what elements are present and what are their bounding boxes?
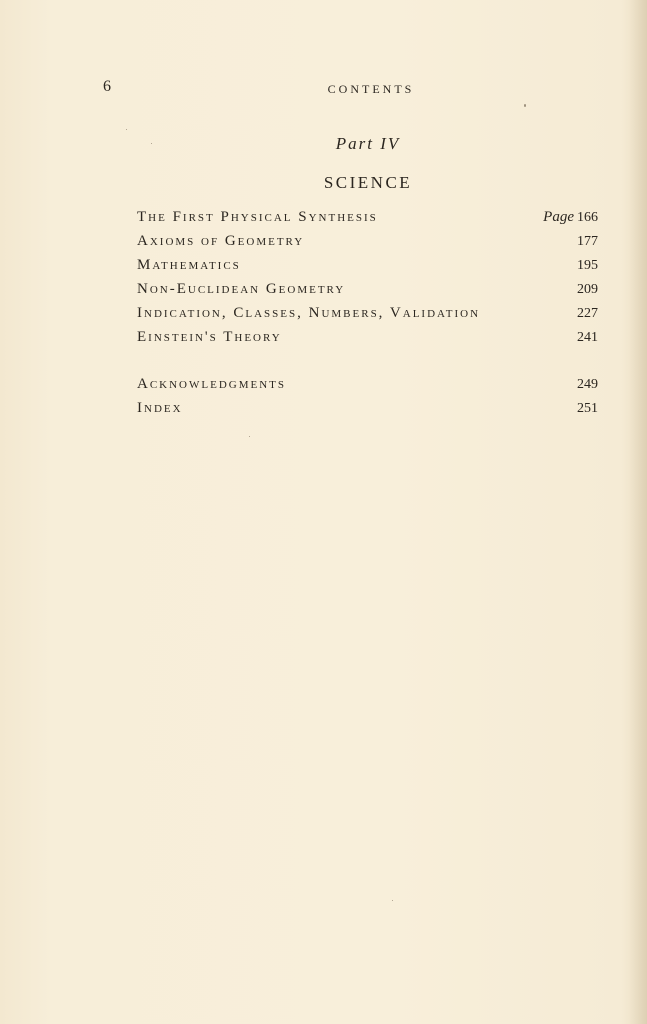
toc-entry — [137, 329, 598, 353]
paper-speck — [126, 129, 127, 130]
toc-entry-title: Indication, Classes, Numbers, Validation — [137, 305, 481, 321]
toc-entry-title: Mathematics — [137, 257, 241, 273]
toc-spacer — [137, 353, 598, 376]
toc-entry-page — [543, 209, 598, 226]
toc-entry-page-number: 251 — [577, 401, 598, 416]
toc-entry-page-number: 227 — [577, 306, 598, 321]
toc-back-matter-entry — [137, 376, 598, 400]
running-head: CONTENTS — [327, 82, 415, 96]
page-prefix: Page — [543, 209, 574, 225]
toc-entry-page-number: 195 — [577, 258, 598, 273]
toc-entry-title: Index — [137, 400, 183, 416]
paper-speck — [249, 436, 250, 437]
toc-entry — [137, 257, 598, 281]
toc-entry — [137, 233, 598, 257]
paper-speck — [392, 900, 393, 901]
toc-entry-title: Acknowledgments — [137, 376, 286, 392]
part-heading: Part IV — [335, 134, 401, 153]
toc-entry-page-number: 241 — [577, 330, 598, 345]
toc-entry — [137, 281, 598, 305]
paper-speck — [151, 143, 152, 144]
toc-entry-page-number: 177 — [577, 234, 598, 249]
page-number: 6 — [103, 78, 112, 95]
toc-entry-page-number: 209 — [577, 282, 598, 297]
toc-entry-title: Axioms of Geometry — [137, 233, 305, 249]
table-of-contents — [137, 209, 598, 424]
toc-entry — [137, 209, 598, 233]
paper-speck — [524, 104, 526, 107]
toc-entry-title: Einstein's Theory — [137, 329, 282, 345]
toc-entry-title: Non-Euclidean Geometry — [137, 281, 346, 297]
toc-entry — [137, 305, 598, 329]
section-heading: SCIENCE — [323, 173, 413, 192]
toc-entry-page-number: 166 — [577, 210, 598, 225]
toc-back-matter-entry — [137, 400, 598, 424]
toc-entry-title: The First Physical Synthesis — [137, 209, 378, 225]
toc-entry-page-number: 249 — [577, 377, 598, 392]
